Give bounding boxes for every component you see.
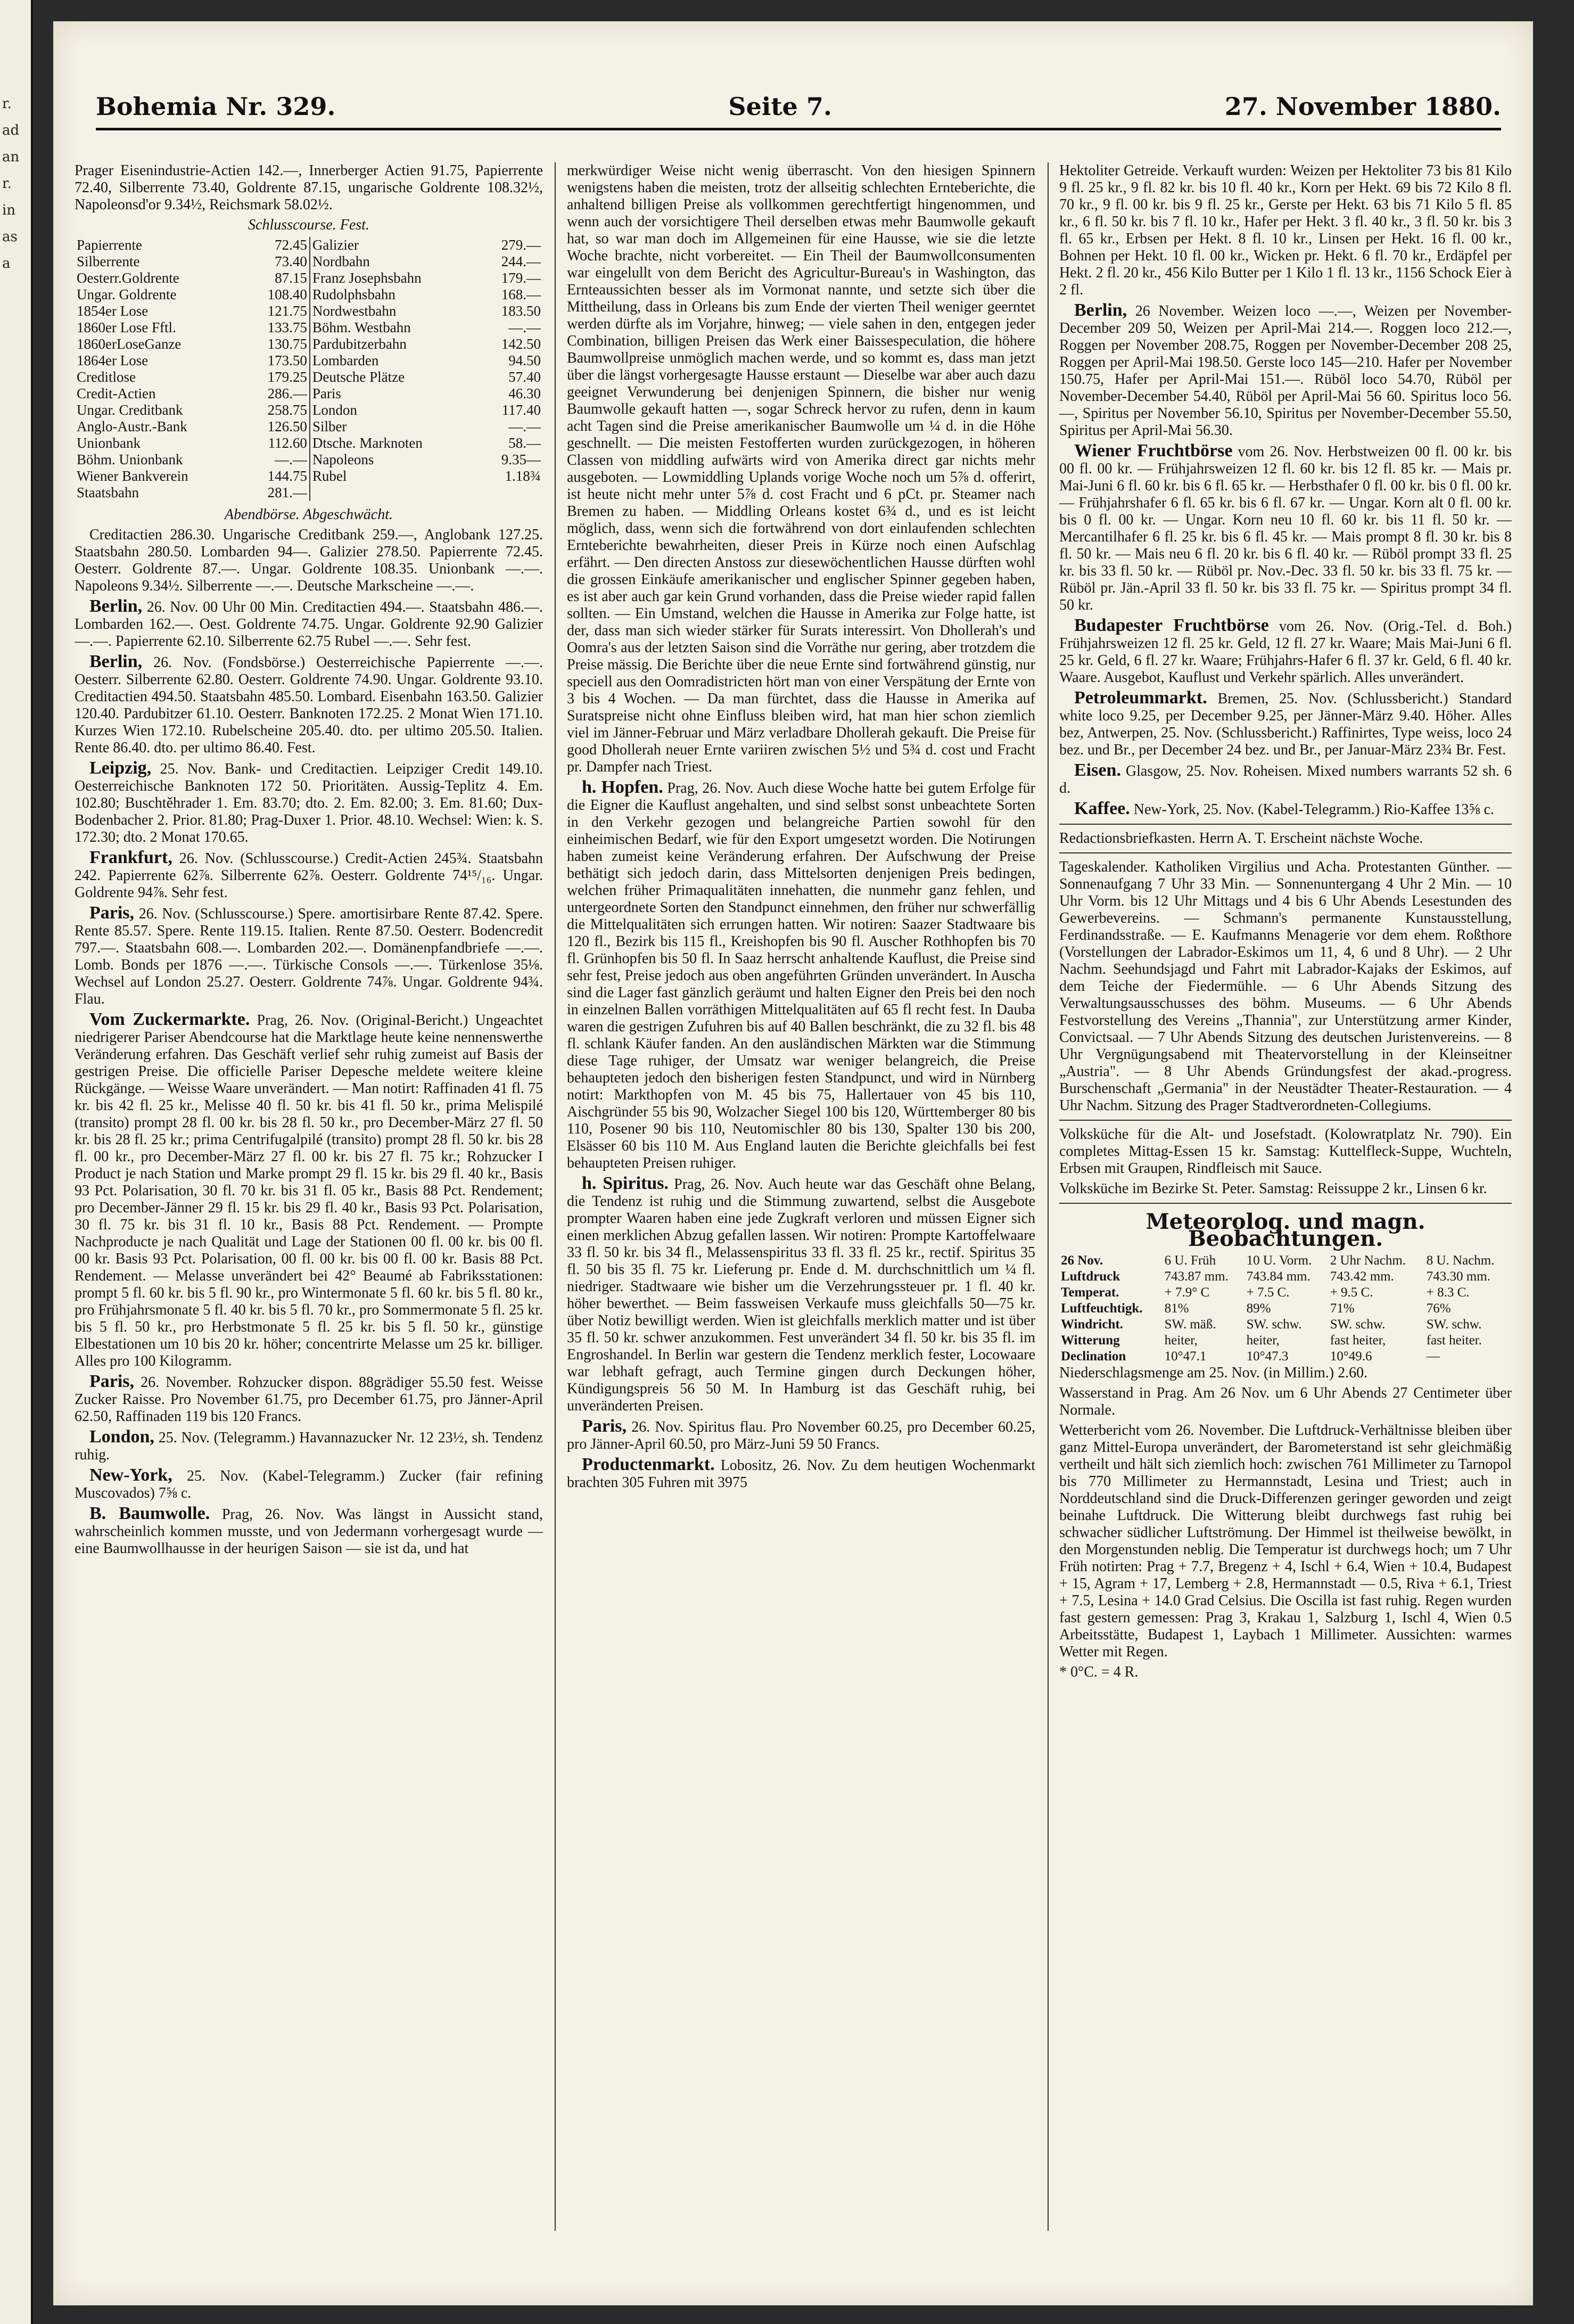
weather-row: [1059, 1333, 1512, 1349]
page-number: Seite 7.: [728, 92, 832, 121]
margin-fragment: an: [2, 149, 20, 165]
iron-report: Eisen. Glasgow, 25. Nov. Roheisen. Mixed numbers warrants 52 sh. 6 d.: [1059, 760, 1512, 796]
quote-row: [75, 336, 543, 352]
quote-name: Galizier: [310, 237, 479, 253]
quote-value: [479, 484, 543, 501]
quote-value: 87.15: [275, 270, 307, 286]
quote-value: 9.35—: [501, 451, 541, 467]
weather-label: Temperat.: [1061, 1285, 1119, 1300]
quote-name: Paris: [310, 385, 479, 402]
weather-value: 10°47.3: [1246, 1349, 1289, 1364]
quote-value: 112.60: [268, 435, 307, 451]
weather-value: 71%: [1330, 1301, 1355, 1316]
quote-row: [75, 319, 543, 336]
quote-value: 142.50: [501, 336, 541, 352]
quote-value: 179.25: [267, 369, 307, 385]
margin-fragment: ad: [2, 122, 20, 138]
quote-value: 286.—: [267, 385, 307, 401]
cotton-report: B. Baumwolle. Prag, 26. Nov. Was längst in Aussicht stand, wahrscheinlich kommen musste, und von Jedermann vorhergesagt wurde — eine Baumwollhausse in der heurigen Saison — sie ist da, und hat: [75, 1504, 543, 1557]
spirits-report: h. Spiritus. Prag, 26. Nov. Auch heute war das Geschäft ohne Belang, die Tendenz ist ruhig und die Stimmung zuwartend, selbst die Ausgebote prompter Waaren haben eine jede Zugkraft verloren und müssen Eigner sich einen merklichen Abzug gefallen lassen. Wir notiren: Prompte Kartoffelwaare 33 fl. 50 kr. bis 34 fl., Melassenspiritus 33 fl. 33 fl. 25 kr., rectif. Spiritus 35 fl. 50 bis 35 fl. 75 kr. Lieferung pr. Ende d. M. durchschnittlich um ¼ fl. niedriger. Stadtwaare wie bisher um die Verzehrungssteuer pr. 1 fl. 40 kr. höher bewerthet. — Beim fassweisen Verkaufe muss gleichfalls 50—75 kr. über Notiz bewilligt werden. Wien ist gleichfalls merklich matter und ist über 35 fl. 50 kr. schwer anzukommen. Fest unverändert 34 fl. 50 kr. bis 35 fl. im Engroshandel. In Berlin war gestern die Tendenz merklich fester, Locowaare war lebhaft gefragt, auch Termine gingen durch Deckungen höher, Kündigungspreis 56 50 M. In Hamburg ist das Geschäft ruhig, bei unveränderten Preisen.: [567, 1173, 1035, 1414]
quote-row: [75, 352, 543, 369]
quote-value: 173.50: [267, 352, 307, 368]
quote-value: 133.75: [267, 319, 307, 335]
quote-value: 58.—: [508, 435, 541, 451]
quote-name: Nordbahn: [310, 253, 479, 270]
evening-exchange-text: Creditactien 286.30. Ungarische Creditbank 259.—, Anglobank 127.25. Staatsbahn 280.50. Lombarden 94—. Galizier 278.50. Papierrente 72.45. Oesterr. Goldrente 87.—. Ungar. Goldrente 108.35. Unionbank —.—. Napoleons 9.34½. Silberrente —.—. Deutsche Markscheine —.—.: [75, 527, 543, 594]
quote-value: 244.—: [501, 253, 541, 269]
cotton-report-continued: merkwürdiger Weise nicht wenig überrascht. Von den hiesigen Spinnern wenigstens haben die meisten, trotz der allseitig schlechten Ernteberichte, die anhaltend billigen Preise als vollkommen gerechtfertigt hingenommen, und wenn auch der vorsichtigere Theil derselben etwas mehr Baumwolle gekauft hat, so war man doch im Allgemeinen für eine Hausse, wie sie die letzte Woche brachte, nicht vorbereitet. — Ein Theil der Baumwollconsumenten war eingelullt von dem Bericht des Agricultur-Bureau's in Washington, das Ernteaussichten besser als im Vormonat nannte, und setzte sich über die Mittheilung, dass in Orleans bis zum Ende der vierten Theil weniger geerntet werden dürfte als im Vorjahre, hinweg; — viele sahen in den, entgegen jeder Combination, billigen Preisen das Werk einer Baissespeculation, die höhere Baumwollpreise unmöglich machen werde, und so kommt es, dass man jetzt über die längst vorhergesagte Hausse erstaunt — Dieselbe war aber auch dazu geeignet Verwunderung bei denjenigen Spinnern, die bisher nur wenig Baumwolle gekauft hatten —, sogar Schreck hervor zu rufen, denn in kaum acht Tagen sind die Preise amerikanischer Baumwolle um ¼ d. in die Höhe geschnellt. — Die meisten Festofferten wurden zurückgezogen, in höheren Classen von middling aufwärts wird von Amerika direct gar nichts mehr ausgeboten. — Lowmiddling Uplands vorige Woche noch um 5⅞ d. offerirt, ist heute nicht mehr unter 5⅞ d. cost Fracht und 6 pCt. pr. Steamer nach Bremen zu haben. — Middling Orleans kostet 6¾ d., und es ist leicht möglich, dass, wenn sich die fortwährend von dort einlaufenden schlechten Ernteberichte bewahrheiten, dieser Preis in Kürze noch einen Aufschlag erfährt. — Den directen Anstoss zur diesewöchentlichen Hausse dürften wohl die grossen Einkäufe amerikanischer und englischer Spinner gegeben haben, es ist aber auch gar kein Grund vorhanden, dass die Preise wieder rapid fallen sollten. — Ein Umstand, welchen die Hausse in Amerika zur Folge hatte, ist der, dass man sich wieder stärker für Surats interessirt. Von Dhollerah's und Oomra's aus der letzten Saison sind die Vorräthe nur gering, aber trotzdem die Preise mässig. Die Berichte über die neue Ernte sind fortwährend günstig, nur speciell aus den Oomradistricten hört man von einer Verspätung der Ernte von 3 bis 4 Wochen. — Da man fürchtet, dass die Hausse in Amerika auf Suratspreise nicht ohne Einfluss bleiben wird, hat man hier schon ziemlich viel im Jänner-Februar und März verladbare Dhollerah gekauft. Die Preise für good Dhollerah neuer Ernte variiren zwischen 5½ und 5¾ d. cost und Fracht pr. Dampfer nach Triest.: [567, 162, 1035, 775]
quote-name: 1864er Lose: [77, 352, 149, 368]
quote-value: 108.40: [267, 286, 307, 302]
weather-value: fast heiter.: [1426, 1333, 1482, 1348]
quote-row: [75, 303, 543, 319]
quote-value: —.—: [508, 319, 541, 335]
quote-name: Lombarden: [310, 352, 479, 369]
quote-row: [75, 385, 543, 402]
weather-row: [1059, 1285, 1512, 1301]
issue-date: 27. November 1880.: [1224, 92, 1501, 121]
closing-prices-heading: Schlusscourse. Fest.: [248, 217, 369, 233]
quote-value: 73.40: [275, 253, 307, 269]
weather-label: Luftfeuchtigk.: [1061, 1301, 1143, 1316]
quote-name: Rubel: [310, 468, 479, 484]
quote-name: Napoleons: [310, 451, 479, 468]
quote-name: Franz Josephsbahn: [310, 270, 479, 286]
quote-name: Wiener Bankverein: [77, 468, 188, 484]
soup-kitchen-notice: Volksküche im Bezirke St. Peter. Samstag: Reissuppe 2 kr., Linsen 6 kr.: [1059, 1180, 1487, 1197]
page-header: [96, 85, 1501, 130]
weather-value: heiter,: [1164, 1333, 1198, 1348]
weather-row: [1059, 1253, 1512, 1269]
quote-name: Silberrente: [77, 253, 140, 269]
weather-value: + 7.9° C: [1164, 1285, 1210, 1300]
weather-value: SW. mäß.: [1164, 1317, 1216, 1332]
weather-value: —: [1426, 1349, 1440, 1364]
weather-value: 2 Uhr Nachm.: [1330, 1253, 1406, 1268]
weather-row: [1059, 1349, 1512, 1365]
weather-value: 89%: [1246, 1301, 1271, 1316]
column-middle: [567, 162, 1035, 2241]
adjacent-page-edge: [0, 0, 33, 2324]
weather-value: 10 U. Vorm.: [1246, 1253, 1312, 1268]
quote-row: [75, 435, 543, 451]
newspaper-page: [53, 21, 1533, 2305]
margin-fragment: a: [2, 256, 11, 272]
quote-value: 117.40: [501, 402, 541, 418]
quote-name: Unionbank: [77, 435, 141, 451]
quote-name: [310, 484, 479, 501]
weather-value: heiter,: [1246, 1333, 1280, 1348]
weather-value: 6 U. Früh: [1164, 1253, 1216, 1268]
weather-observations-heading: Meteorolog. und magn. Beobachtungen.: [1146, 1209, 1425, 1251]
weather-value: SW. schw.: [1330, 1317, 1386, 1332]
quote-name: 1854er Lose: [77, 303, 149, 319]
budapest-grain-report: Budapester Fruchtbörse vom 26. Nov. (Orig.-Tel. d. Boh.) Frühjahrsweizen 12 fl. 25 kr. Geld, 12 fl. 27 kr. Waare; Mais Mai-Juni 6 fl. 25 kr. Geld, 6 fl. 27 kr. Waare; Frühjahrs-Hafer 6 fl. 37 kr. Geld, 6 fl. 40 kr. Waare. Ausgebot, Kauflust und Verkehr spärlich. Alles unverändert.: [1059, 615, 1512, 686]
weather-value: 743.30 mm.: [1426, 1269, 1490, 1284]
paris-report: Paris, 26. Nov. (Schlusscourse.) Spere. amortisirbare Rente 87.42. Spere. Rente 85.57. Spere. Rente 119.15. Italien. Rente 87.50. Oesterr. Bodencredit 797.—. Staatsbahn 608.—. Lombarden 202.—. Domänenpfandbriefe —.—. Lomb. Bonds per 1876 —.—. Türkische Consols —.—. Türkenlose 35⅛. Wechsel auf London 25.27. Oesterr. Goldrente 74⅞. Ungar. Goldrente 94¾. Flau.: [75, 903, 543, 1007]
soup-kitchen-notice: Volksküche für die Alt- und Josefstadt. (Kolowratplatz Nr. 790). Ein completes Mittag-Essen 15 kr. Samstag: Kuttelfleck-Suppe, Wuchteln, Erbsen mit Graupen, Rindfleisch mit Sauce.: [1059, 1126, 1512, 1177]
weather-value: 8 U. Nachm.: [1426, 1253, 1495, 1268]
evening-exchange-heading: Abendbörse. Abgeschwächt.: [225, 506, 393, 523]
vienna-grain-report: Wiener Fruchtbörse vom 26. Nov. Herbstweizen 00 fl. 00 kr. bis 00 fl. 00 kr. — Frühjahrsweizen 12 fl. 60 kr. bis 12 fl. 85 kr. — Mais pr. Mai-Juni 6 fl. 60 kr. bis 6 fl. 65 kr. — Herbsthafer 0 fl. 00 kr. bis 0 fl. 00 kr. — Frühjahrshafer 6 fl. 65 kr. bis 6 fl. 67 kr. — Ungar. Korn alt 0 fl. 00 kr. bis 0 fl. 00 kr. — Ungar. Korn neu 10 fl. 60 kr. bis 11 fl. 50 kr. — Mercantilhafer 6 fl. 25 kr. bis 6 fl. 45 kr. — Mais prompt 8 fl. 30 kr. bis 8 fl. 50 kr. — Mais neu 6 fl. 20 kr. bis 6 fl. 40 kr. — Rüböl prompt 33 fl. 25 kr. bis 33 fl. 50 kr. — Rüböl pr. Nov.-Dec. 33 fl. 50 kr. bis 33 fl. 75 kr. — Rüböl pr. Jän.-April 33 fl. 50 kr. bis 33 fl. 75 kr. — Spiritus prompt 34 fl. 50 kr.: [1059, 441, 1512, 613]
berlin-grain-report: Berlin, 26 November. Weizen loco —.—, Weizen per November-December 209 50, Weizen per April-Mai 214.—. Roggen loco 212.—, Roggen per November 208.75, Roggen per November-December 208 25, Roggen per April-Mai 198.50. Gerste loco 145—210. Hafer per November 150.75, Hafer per April-Mai 151.—. Rüböl loco 54.70, Rüböl per November-December 54.40, Rüböl per April-Mai 56 60. Spiritus loco 56.—, Spiritus per November 56.10, Spiritus per November-December 55.50, Spiritus per April-Mai 56.30.: [1059, 300, 1512, 439]
quote-name: Pardubitzerbahn: [310, 336, 479, 352]
quote-row: [75, 402, 543, 418]
weather-label: Declination: [1061, 1349, 1126, 1364]
section-divider: [1059, 1120, 1512, 1121]
quote-name: Dtsche. Marknoten: [310, 435, 479, 451]
section-divider: [1059, 1203, 1512, 1204]
quote-value: 130.75: [267, 336, 307, 352]
margin-fragment: in: [2, 202, 16, 218]
weather-observations-table: [1059, 1253, 1512, 1365]
quote-name: Ungar. Goldrente: [77, 286, 177, 302]
quote-name: Rudolphsbahn: [310, 286, 479, 303]
column-divider: [1048, 162, 1049, 2231]
weather-row: [1059, 1317, 1512, 1333]
quote-value: 121.75: [267, 303, 307, 319]
quote-name: Anglo-Austr.-Bank: [77, 418, 187, 434]
berlin-report-1: Berlin, 26. Nov. 00 Uhr 00 Min. Creditactien 494.—. Staatsbahn 486.—. Lombarden 162.—. Oest. Goldrente 74.75. Ungar. Goldrente 92.90 Galizier —.—. Papierrente 62.10. Silberrente 62.75 Rubel —.—. Sehr fest.: [75, 596, 543, 650]
quote-value: 281.—: [267, 484, 307, 500]
weather-label: Witterung: [1061, 1333, 1120, 1348]
quote-row: [75, 468, 543, 484]
quote-value: 46.30: [508, 385, 541, 401]
weather-value: 81%: [1164, 1301, 1189, 1316]
quote-value: 168.—: [501, 286, 541, 302]
frankfurt-report: Frankfurt, 26. Nov. (Schlusscourse.) Credit-Actien 245¾. Staatsbahn 242. Papierrente 62⅞. Silberrente 62⅞. Oesterr. Goldrente 74¹⁵/₁₆. Ungar. Goldrente 94⅞. Sehr fest.: [75, 848, 543, 901]
quote-name: 1860erLoseGanze: [77, 336, 182, 352]
berlin-report-2: Berlin, 26. Nov. (Fondsbörse.) Oesterreichische Papierrente —.—. Oesterr. Silberrente 62.80. Oesterr. Goldrente 74.90. Ungar. Goldrente 93.10. Creditactien 494.50. Staatsbahn 485.50. Lombard. Eisenbahn 163.50. Galizier 120.40. Pardubitzer 61.10. Oesterr. Banknoten 172.25. 2 Monat Wien 171.10. Kurzes Wien 172.10. Rubelscheine 205.40. dto. per ultimo 205.50. Italien. Rente 86.40. dto. per ultimo 86.40. Fest.: [75, 652, 543, 756]
weather-value: SW. schw.: [1426, 1317, 1482, 1332]
weather-report: Wetterbericht vom 26. November. Die Luftdruck-Verhältnisse bleiben über ganz Mittel-Europa unverändert, der Barometerstand ist sehr gleichmäßig vertheilt und hält sich ziemlich hoch: zwischen 761 Millimeter zu Tarnopol bis 770 Millimeter zu Hermannstadt, Lesina und Triest; auch in Norddeutschland sind die Druck-Differenzen geringer geworden und zeigt beinahe Luftdruck. Die Witterung bleibt durchwegs fast ruhig bei schwacher südlicher Luftströmung. Der Himmel ist theilweise bewölkt, in den Morgenstunden neblig. Die Temperatur ist durchwegs hoch; um 7 Uhr Früh notirten: Prag + 7.7, Bregenz + 4, Ischl + 6.4, Wien + 10.4, Budapest + 15, Agram + 17, Lemberg + 2.8, Hermannstadt — 0.5, Riva + 6.1, Triest + 7.5, Lesina + 14.0 Grad Celsius. Die Oscilla ist fast ruhig. Regen wurden fast gestern gemessen: Prag 3, Krakau 1, Salzburg 1, Ischl 4, Wien 0.5 Arbeitsstätte, Budapest 1, Laybach 1 Millimeter. Aussichten: warmes Wetter mit Regen.: [1059, 1422, 1512, 1660]
weather-row: [1059, 1301, 1512, 1317]
quote-name: Papierrente: [77, 237, 142, 253]
leipzig-report: Leipzig, 25. Nov. Bank- und Creditactien. Leipziger Credit 149.10. Oesterreichische Banknoten 172 50. Prioritäten. Aussig-Teplitz 4. Em. 102.80; Buschtěhrader 1. Em. 83.70; dto. 2. Em. 82.00; 3. Em. 81.60; Dux-Bodenbacher 2. Prior. 81.80; Prag-Duxer 1. Prior. 48.10. Wechsel: Wien: k. S. 172.30; dto. 2 Monat 170.65.: [75, 758, 543, 845]
weather-value: 743.42 mm.: [1330, 1269, 1394, 1284]
quote-row: [75, 484, 543, 501]
quote-name: Staatsbahn: [77, 484, 139, 500]
quote-value: 57.40: [508, 369, 541, 385]
section-divider: [1059, 824, 1512, 825]
margin-fragment: r.: [2, 176, 12, 192]
weather-value: 10°47.1: [1164, 1349, 1207, 1364]
grain-sales-text: Hektoliter Getreide. Verkauft wurden: Weizen per Hektoliter 73 bis 81 Kilo 9 fl. 25 kr., 9 fl. 82 kr. bis 10 fl. 40 kr., Korn per Hekt. 69 bis 72 Kilo 8 fl. 70 kr., 9 fl. 00 kr. bis 9 fl. 25 kr., Gerste per Hekt. 63 bis 71 Kilo 5 fl. 85 kr., 6 fl. 50 kr. bis 7 fl. 10 kr., Hafer per Hekt. 3 fl. 40 kr., 3 fl. 50 kr. bis 3 fl. 65 kr., Erbsen per Hekt. 8 fl. 10 kr., Linsen per Hekt. 16 fl. 00 kr., Bohnen per Hekt. 10 fl. 00 kr., Wicken pr. Hekt. 6 fl. 70 kr., Erdäpfel per Hekt. 2 fl. 20 kr., 456 Kilo Butter per 1 Kilo 1 fl. 13 kr., 1156 Schock Eier à 2 fl.: [1059, 162, 1512, 298]
quote-row: [75, 253, 543, 270]
quote-value: 126.50: [267, 418, 307, 434]
quote-name: Ungar. Creditbank: [77, 402, 183, 418]
daily-calendar: Tageskalender. Katholiken Virgilius und Acha. Protestanten Günther. — Sonnenaufgang 7 Uhr 33 Min. — Sonnenuntergang 4 Uhr 2 Min. — 10 Uhr Vorm. bis 12 Uhr Mittags und 4 bis 6 Uhr Abends Lesestunden des Gewerbevereins. — Schmann's permanente Kunstausstellung, Ferdinandsstraße. — E. Kaufmanns Menagerie vor dem ehem. Roßthore (Vorstellungen der Labrador-Eskimos um 11, 4, 6 und 8 Uhr). — 2 Uhr Nachm. Seehundsjagd und Fahrt mit Labrador-Kajaks der Eskimos, auf dem Teiche der Fiedermühle. — 6 Uhr Abends Sitzung des Verwaltungsausschusses des böhm. Museums. — 6 Uhr Abends Festvorstellung des Vereins „Thannia", zur Unterstützung armer Kinder, Convictsaal. — 7 Uhr Abends Sitzung des deutschen Juristenvereins. — 8 Uhr Vergnügungsabend mit Theatervorstellung in der Kleinseitner „Austria". — 8 Uhr Abends Gründungsfest der akad.-progress. Burschenschaft „Germania" in der Neustädter Theater-Restauration. — 4 Uhr Nachm. Sitzung des Prager Stadtverordneten-Collegiums.: [1059, 859, 1512, 1114]
weather-value: 10°49.6: [1330, 1349, 1372, 1364]
margin-fragment: r.: [2, 96, 12, 112]
quote-name: London: [310, 402, 479, 418]
quote-name: Deutsche Plätze: [310, 369, 479, 385]
produce-market-report: Productenmarkt. Lobositz, 26. Nov. Zu dem heutigen Wochenmarkt brachten 305 Fuhren mit 3975: [567, 1455, 1035, 1491]
weather-value: 743.87 mm.: [1164, 1269, 1229, 1284]
quote-value: 179.—: [501, 270, 541, 286]
precipitation-note: Niederschlagsmenge am 25. Nov. (in Millim.) 2.60.: [1059, 1365, 1368, 1381]
quote-name: 1860er Lose Fftl.: [77, 319, 176, 335]
footnote: * 0°C. = 4 R.: [1059, 1664, 1139, 1680]
quote-row: [75, 286, 543, 303]
coffee-report: Kaffee. New-York, 25. Nov. (Kabel-Telegramm.) Rio-Kaffee 13⅝ c.: [1074, 799, 1494, 818]
weather-label: Luftdruck: [1061, 1269, 1120, 1284]
quote-value: —.—: [275, 451, 307, 467]
quote-row: [75, 237, 543, 253]
quote-value: 72.45: [275, 237, 307, 253]
quote-row: [75, 451, 543, 468]
weather-label: 26 Nov.: [1061, 1253, 1103, 1268]
editorial-mailbox: Redactionsbriefkasten. Herrn A. T. Erscheint nächste Woche.: [1059, 830, 1423, 847]
prague-stock-intro: Prager Eisenindustrie-Actien 142.—, Innerberger Actien 91.75, Papierrente 72.40, Silberrente 73.40, Goldrente 87.15, ungarische Goldrente 108.32½, Napoleonsd'or 9.34½, Reichsmark 58.02½.: [75, 162, 543, 213]
quote-name: Böhm. Unionbank: [77, 451, 183, 467]
newspaper-issue: Bohemia Nr. 329.: [96, 92, 336, 121]
quote-value: 258.75: [267, 402, 307, 418]
london-sugar-report: London, 25. Nov. (Telegramm.) Havannazucker Nr. 12 23½, sh. Tendenz ruhig.: [75, 1427, 543, 1463]
quote-value: —.—: [508, 418, 541, 434]
weather-value: SW. schw.: [1246, 1317, 1302, 1332]
paris-spirits-report: Paris, 26. Nov. Spiritus flau. Pro November 60.25, pro December 60.25, pro Jänner-April 60.50, pro März-Juni 59 50 Francs.: [567, 1416, 1035, 1452]
quote-row: [75, 369, 543, 385]
weather-value: + 7.5 C.: [1246, 1285, 1290, 1300]
quote-name: Credit-Actien: [77, 385, 156, 401]
weather-value: fast heiter,: [1330, 1333, 1386, 1348]
quote-name: Nordwestbahn: [310, 303, 479, 319]
quote-value: 183.50: [501, 303, 541, 319]
water-level-note: Wasserstand in Prag. Am 26 Nov. um 6 Uhr Abends 27 Centimeter über Normale.: [1059, 1385, 1512, 1418]
weather-label: Windricht.: [1061, 1317, 1123, 1332]
weather-value: 743.84 mm.: [1246, 1269, 1311, 1284]
weather-row: [1059, 1269, 1512, 1285]
quote-name: Böhm. Westbahn: [310, 319, 479, 336]
quote-name: Creditlose: [77, 369, 136, 385]
weather-value: + 8.3 C.: [1426, 1285, 1470, 1300]
column-divider: [555, 162, 556, 2231]
quote-row: [75, 418, 543, 435]
quote-row: [75, 270, 543, 286]
quote-value: 1.18¾: [505, 468, 541, 484]
quote-value: 94.50: [508, 352, 541, 368]
quote-name: Silber: [310, 418, 479, 435]
sugar-market-report: Vom Zuckermarkte. Prag, 26. Nov. (Original-Bericht.) Ungeachtet niedrigerer Pariser Abendcourse hat die Marktlage heute keine nennenswerthe Veränderung erfahren. Das Geschäft verlief sehr ruhig zumeist auf Basis der gestrigen Preise. Die officielle Pariser Depesche meldete weitere kleine Rückgänge. — Weisse Waare unverändert. — Man notirt: Raffinaden 41 fl. 75 kr. bis 42 fl. 25 kr., Melisse 40 fl. 50 kr. bis 41 fl. 50 kr., prima Melispilé (transito) prompt 28 fl. 00 kr. bis 28 fl. 50 kr., pro December-März 27 fl. 50 kr. bis 28 fl. 25 kr.; prima Centrifugalpilé (transito) prompt 28 fl. 50 kr. bis 28 fl. 00 kr., pro December-März 27 fl. 00 kr. bis 27 fl. 75 kr.; Rohzucker I Product je nach Station und Marke prompt 29 fl. 15 kr. bis 29 fl. 40 kr., Basis 93 Pct. Polarisation, 30 fl. 70 kr. bis 31 fl. 05 kr., Basis 88 Pct. Rendement; pro December-Jänner 29 fl. 15 kr. bis 29 fl. 40 kr., Basis 93 Pct. Polarisation, 30 fl. 75 kr. bis 31 fl. 10 kr., Basis 88 Pct. Rendement. — Prompte Nachproducte je nach Qualität und Lage der Stationen 00 fl. 00 kr. bis 00 fl. 00 kr. Basis 93 Pct. Polarisation, 00 fl. 00 kr. bis 00 fl. 00 kr. Basis 88 Pct. Rendement. — Melasse unverändert bei 42° Beaumé ab Fabriksstationen: prompt 5 fl. 60 kr. bis 5 fl. 90 kr., pro Wintermonate 5 fl. 60 kr. bis 5 fl. 80 kr., pro Frühjahrsmonate 5 fl. 40 kr. bis 5 fl. 70 kr., pro Sommermonate 5 fl. 25 kr. bis 5 fl. 50 kr., pro Herbstmonate 5 fl. 25 kr. bis 5 fl. 50 kr., günstige Elbestationen um 10 bis 20 kr. höher; concentrirte Melasse um 25 kr. billiger. Alles pro 100 Kilogramm.: [75, 1009, 543, 1369]
margin-fragment: as: [2, 229, 18, 245]
quote-value: 279.—: [501, 237, 541, 253]
column-right: [1059, 162, 1512, 2241]
weather-value: + 9.5 C.: [1330, 1285, 1373, 1300]
petroleum-report: Petroleummarkt. Bremen, 25. Nov. (Schlussbericht.) Standard white loco 9.25, per December 9.25, per Jänner-März 9.40. Höher. Alles bez, Antwerpen, 25. Nov. (Schlussbericht.) Raffinirtes, Type weiss, loco 24 bez. und Br., per December 24 bez. und Br., per Januar-März 23¾ Br. Fest.: [1059, 688, 1512, 758]
quote-name: Oesterr.Goldrente: [77, 270, 179, 286]
paris-sugar-report: Paris, 26. November. Rohzucker dispon. 88grädiger 55.50 fest. Weisse Zucker Raisse. Pro November 61.75, pro December 61.75, pro Jänner-April 62.50, Raffinaden 119 bis 120 Francs.: [75, 1372, 543, 1425]
closing-prices-table: [75, 237, 543, 501]
weather-value: 76%: [1426, 1301, 1451, 1316]
newyork-sugar-report: New-York, 25. Nov. (Kabel-Telegramm.) Zucker (fair refining Muscovados) 7⅝ c.: [75, 1465, 543, 1501]
hops-report: h. Hopfen. Prag, 26. Nov. Auch diese Woche hatte bei gutem Erfolge für die Eigner die Kauflust angehalten, und sind selbst sonst unbeachtete Sorten in den Verkehr gezogen und belangreiche Partien sowohl für den einheimischen Bedarf, wie für den Export umgesetzt worden. Die Notirungen haben zumeist keine Veränderung erfahren. Der Aufschwung der Preise bethätigt sich jedoch darin, dass Mittelsorten denjenigen Preis bedingen, welchen früher Primaqualitäten innehatten, die nunmehr ganz fehlen, und untergeordnete Sorten den Standpunct einnehmen, den früher nur schwerfällig die Mittelqualitäten sich errungen hatten. Wir notiren: Saazer Stadtwaare bis 120 fl., Bezirk bis 115 fl., Kreishopfen bis 90 fl. Auscher Rothhopfen bis 70 fl. Grünhopfen bis 50 fl. In Saaz herrscht anhaltende Kauflust, die Preise sind sehr fest, Preise jedoch aus oben angeführten Gründen unverändert. In Auscha sind die Lager fast gänzlich geräumt und halten Eigner den Preis bei den noch in einzelnen Ballen vorräthigen Mittelqualitäten auf 65 fl recht fest. In Dauba waren die gestrigen Zufuhren bis auf 40 Ballen beschränkt, die zu 32 fl. bis 48 fl. schlank Käufer fanden. An den ausländischen Märkten war die Stimmung diese Tage ruhiger, der Umsatz war weniger belangreich, die Preise behaupteten jedoch den bisherigen festen Standpunct, und wird in Nürnberg notirt: Markthopfen von M. 45 bis 75, Hallertauer von 45 bis 110, Aischgründer 55 bis 90, Wolzacher Siegel 100 bis 120, Württemberger 80 bis 110, Posener 90 bis 110, Neutomischler 80 bis 130, Spalter 130 bis 200, Elsässer 60 bis 110 M. Aus England lauten die Berichte gleichfalls bei fest behaupteten Preisen ruhiger.: [567, 777, 1035, 1171]
column-left: [75, 162, 543, 2241]
section-divider: [1059, 852, 1512, 853]
quote-value: 144.75: [267, 468, 307, 484]
